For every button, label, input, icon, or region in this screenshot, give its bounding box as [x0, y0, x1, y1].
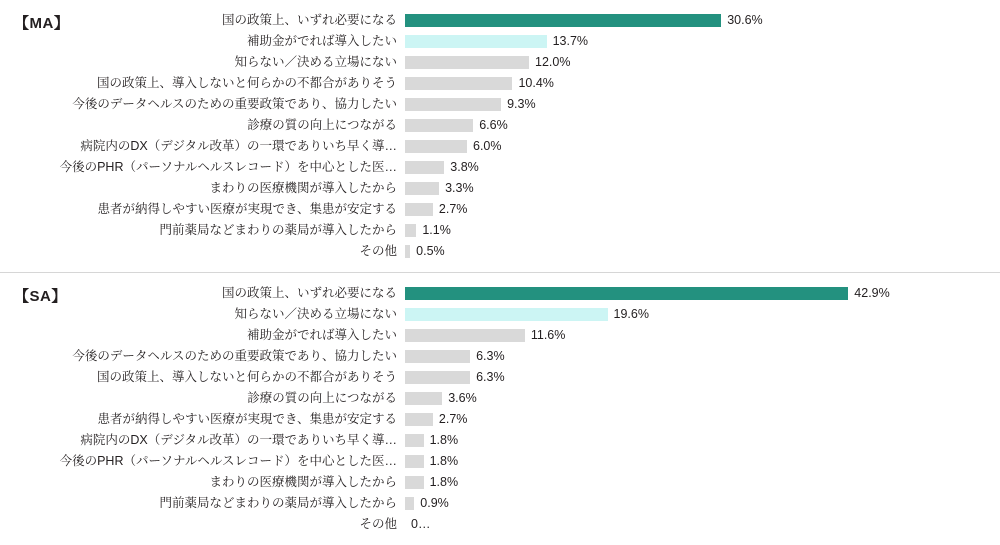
value-label: 2.7%: [438, 412, 468, 426]
chart-row: [0, 493, 1000, 513]
value-label: 11.6%: [530, 328, 566, 342]
chart-row: [0, 10, 1000, 30]
value-label: 0.9%: [420, 496, 449, 510]
category-label: 国の政策上、導入しないと何らかの不都合がありそう: [96, 76, 397, 90]
value-label: 1.8%: [429, 433, 459, 447]
bar-area: [405, 493, 1000, 513]
value-label: 3.8%: [450, 160, 479, 174]
value-label: 3.6%: [448, 391, 477, 405]
chart-row: [0, 472, 1000, 492]
bar: [405, 329, 525, 342]
category-label: 今後のデータヘルスのための重要政策であり、協力したい: [72, 349, 397, 363]
category-label: 補助金がでれば導入したい: [246, 34, 397, 48]
chart-row: [0, 178, 1000, 198]
bar-area: [405, 73, 1000, 93]
chart-row: [0, 31, 1000, 51]
chart-row: [0, 136, 1000, 156]
bar-area: [405, 283, 1000, 303]
category-label: 病院内のDX（デジタル改革）の一環でありいち早く導…: [80, 139, 397, 153]
bar: [405, 476, 424, 489]
bar-area: [405, 178, 1000, 198]
bar: [405, 497, 414, 510]
bar-area: [405, 136, 1000, 156]
chart-row: [0, 241, 1000, 261]
bar: [405, 455, 424, 468]
chart-row: [0, 430, 1000, 450]
bar: [405, 98, 501, 111]
value-label: 6.3%: [476, 349, 505, 363]
panel-title-sa: 【SA】: [14, 288, 67, 305]
bar: [405, 392, 442, 405]
category-label: 国の政策上、いずれ必要になる: [221, 286, 397, 300]
category-label: 今後のPHR（パーソナルヘルスレコード）を中心とした医…: [59, 454, 397, 468]
category-label: まわりの医療機関が導入したから: [209, 475, 397, 489]
bar: [405, 14, 721, 27]
chart-row: [0, 220, 1000, 240]
chart-row: [0, 283, 1000, 303]
bar: [405, 182, 439, 195]
bar-area: [405, 94, 1000, 114]
bar: [405, 203, 433, 216]
category-label: その他: [359, 517, 397, 531]
value-label: 19.6%: [613, 307, 649, 321]
bar-area: [405, 199, 1000, 219]
bar: [405, 308, 608, 321]
bar: [405, 140, 467, 153]
bar: [405, 371, 470, 384]
bar-area: [405, 241, 1000, 261]
value-label: 6.0%: [473, 139, 502, 153]
value-label: 10.4%: [518, 76, 554, 90]
chart-panel-ma: [0, 0, 1000, 272]
category-label: 今後のPHR（パーソナルヘルスレコード）を中心とした医…: [59, 160, 397, 174]
chart-row: [0, 199, 1000, 219]
value-label: 42.9%: [854, 286, 890, 300]
chart-row: [0, 514, 1000, 534]
bar-chart-ma: [0, 10, 1000, 261]
chart-row: [0, 115, 1000, 135]
chart-row: [0, 451, 1000, 471]
category-label: 患者が納得しやすい医療が実現でき、集患が安定する: [97, 412, 397, 426]
bar-area: [405, 10, 1000, 30]
bar-area: [405, 409, 1000, 429]
bar-chart-sa: [0, 283, 1000, 534]
bar: [405, 119, 473, 132]
chart-panel-sa: [0, 272, 1000, 545]
bar-area: [405, 52, 1000, 72]
bar-area: [405, 472, 1000, 492]
panel-title-ma: 【MA】: [14, 15, 70, 32]
value-label: 9.3%: [507, 97, 536, 111]
category-label: 門前薬局などまわりの薬局が導入したから: [159, 496, 397, 510]
chart-row: [0, 388, 1000, 408]
bar-area: [405, 220, 1000, 240]
bar-area: [405, 346, 1000, 366]
value-label: 3.3%: [445, 181, 474, 195]
bar: [405, 224, 416, 237]
category-label: 補助金がでれば導入したい: [246, 328, 397, 342]
category-label: 病院内のDX（デジタル改革）の一環でありいち早く導…: [80, 433, 397, 447]
bar-area: [405, 157, 1000, 177]
category-label: 診療の質の向上につながる: [247, 391, 397, 405]
value-label: 1.8%: [429, 454, 459, 468]
chart-row: [0, 157, 1000, 177]
value-label: 6.6%: [479, 118, 508, 132]
bar-area: [405, 325, 1000, 345]
bar: [405, 350, 470, 363]
category-label: 今後のデータヘルスのための重要政策であり、協力したい: [72, 97, 397, 111]
category-label: 診療の質の向上につながる: [247, 118, 397, 132]
category-label: 患者が納得しやすい医療が実現でき、集患が安定する: [97, 202, 397, 216]
chart-row: [0, 304, 1000, 324]
chart-row: [0, 346, 1000, 366]
bar: [405, 161, 444, 174]
bar-area: [405, 388, 1000, 408]
value-label: 12.0%: [535, 55, 571, 69]
category-label: 国の政策上、導入しないと何らかの不都合がありそう: [96, 370, 397, 384]
bar: [405, 245, 410, 258]
bar: [405, 35, 547, 48]
bar: [405, 413, 433, 426]
bar: [405, 56, 529, 69]
chart-row: [0, 325, 1000, 345]
bar-area: [405, 31, 1000, 51]
category-label: 国の政策上、いずれ必要になる: [221, 13, 397, 27]
bar-area: [405, 430, 1000, 450]
chart-row: [0, 73, 1000, 93]
chart-row: [0, 367, 1000, 387]
bar-area: [405, 451, 1000, 471]
bar: [405, 77, 512, 90]
category-label: まわりの医療機関が導入したから: [209, 181, 397, 195]
value-label: 1.8%: [429, 475, 459, 489]
value-label: 0…: [411, 517, 431, 531]
bar-area: [405, 367, 1000, 387]
chart-row: [0, 52, 1000, 72]
category-label: その他: [359, 244, 397, 258]
category-label: 門前薬局などまわりの薬局が導入したから: [159, 223, 397, 237]
value-label: 6.3%: [476, 370, 505, 384]
chart-row: [0, 409, 1000, 429]
chart-row: [0, 94, 1000, 114]
bar-area: [405, 304, 1000, 324]
bar-area: [405, 115, 1000, 135]
category-label: 知らない／決める立場にない: [234, 55, 397, 69]
value-label: 30.6%: [727, 13, 763, 27]
bar: [405, 287, 848, 300]
value-label: 0.5%: [416, 244, 445, 258]
value-label: 1.1%: [422, 223, 451, 237]
bar: [405, 434, 424, 447]
category-label: 知らない／決める立場にない: [234, 307, 397, 321]
value-label: 13.7%: [552, 34, 589, 48]
value-label: 2.7%: [438, 202, 468, 216]
bar-area: [405, 514, 1000, 534]
